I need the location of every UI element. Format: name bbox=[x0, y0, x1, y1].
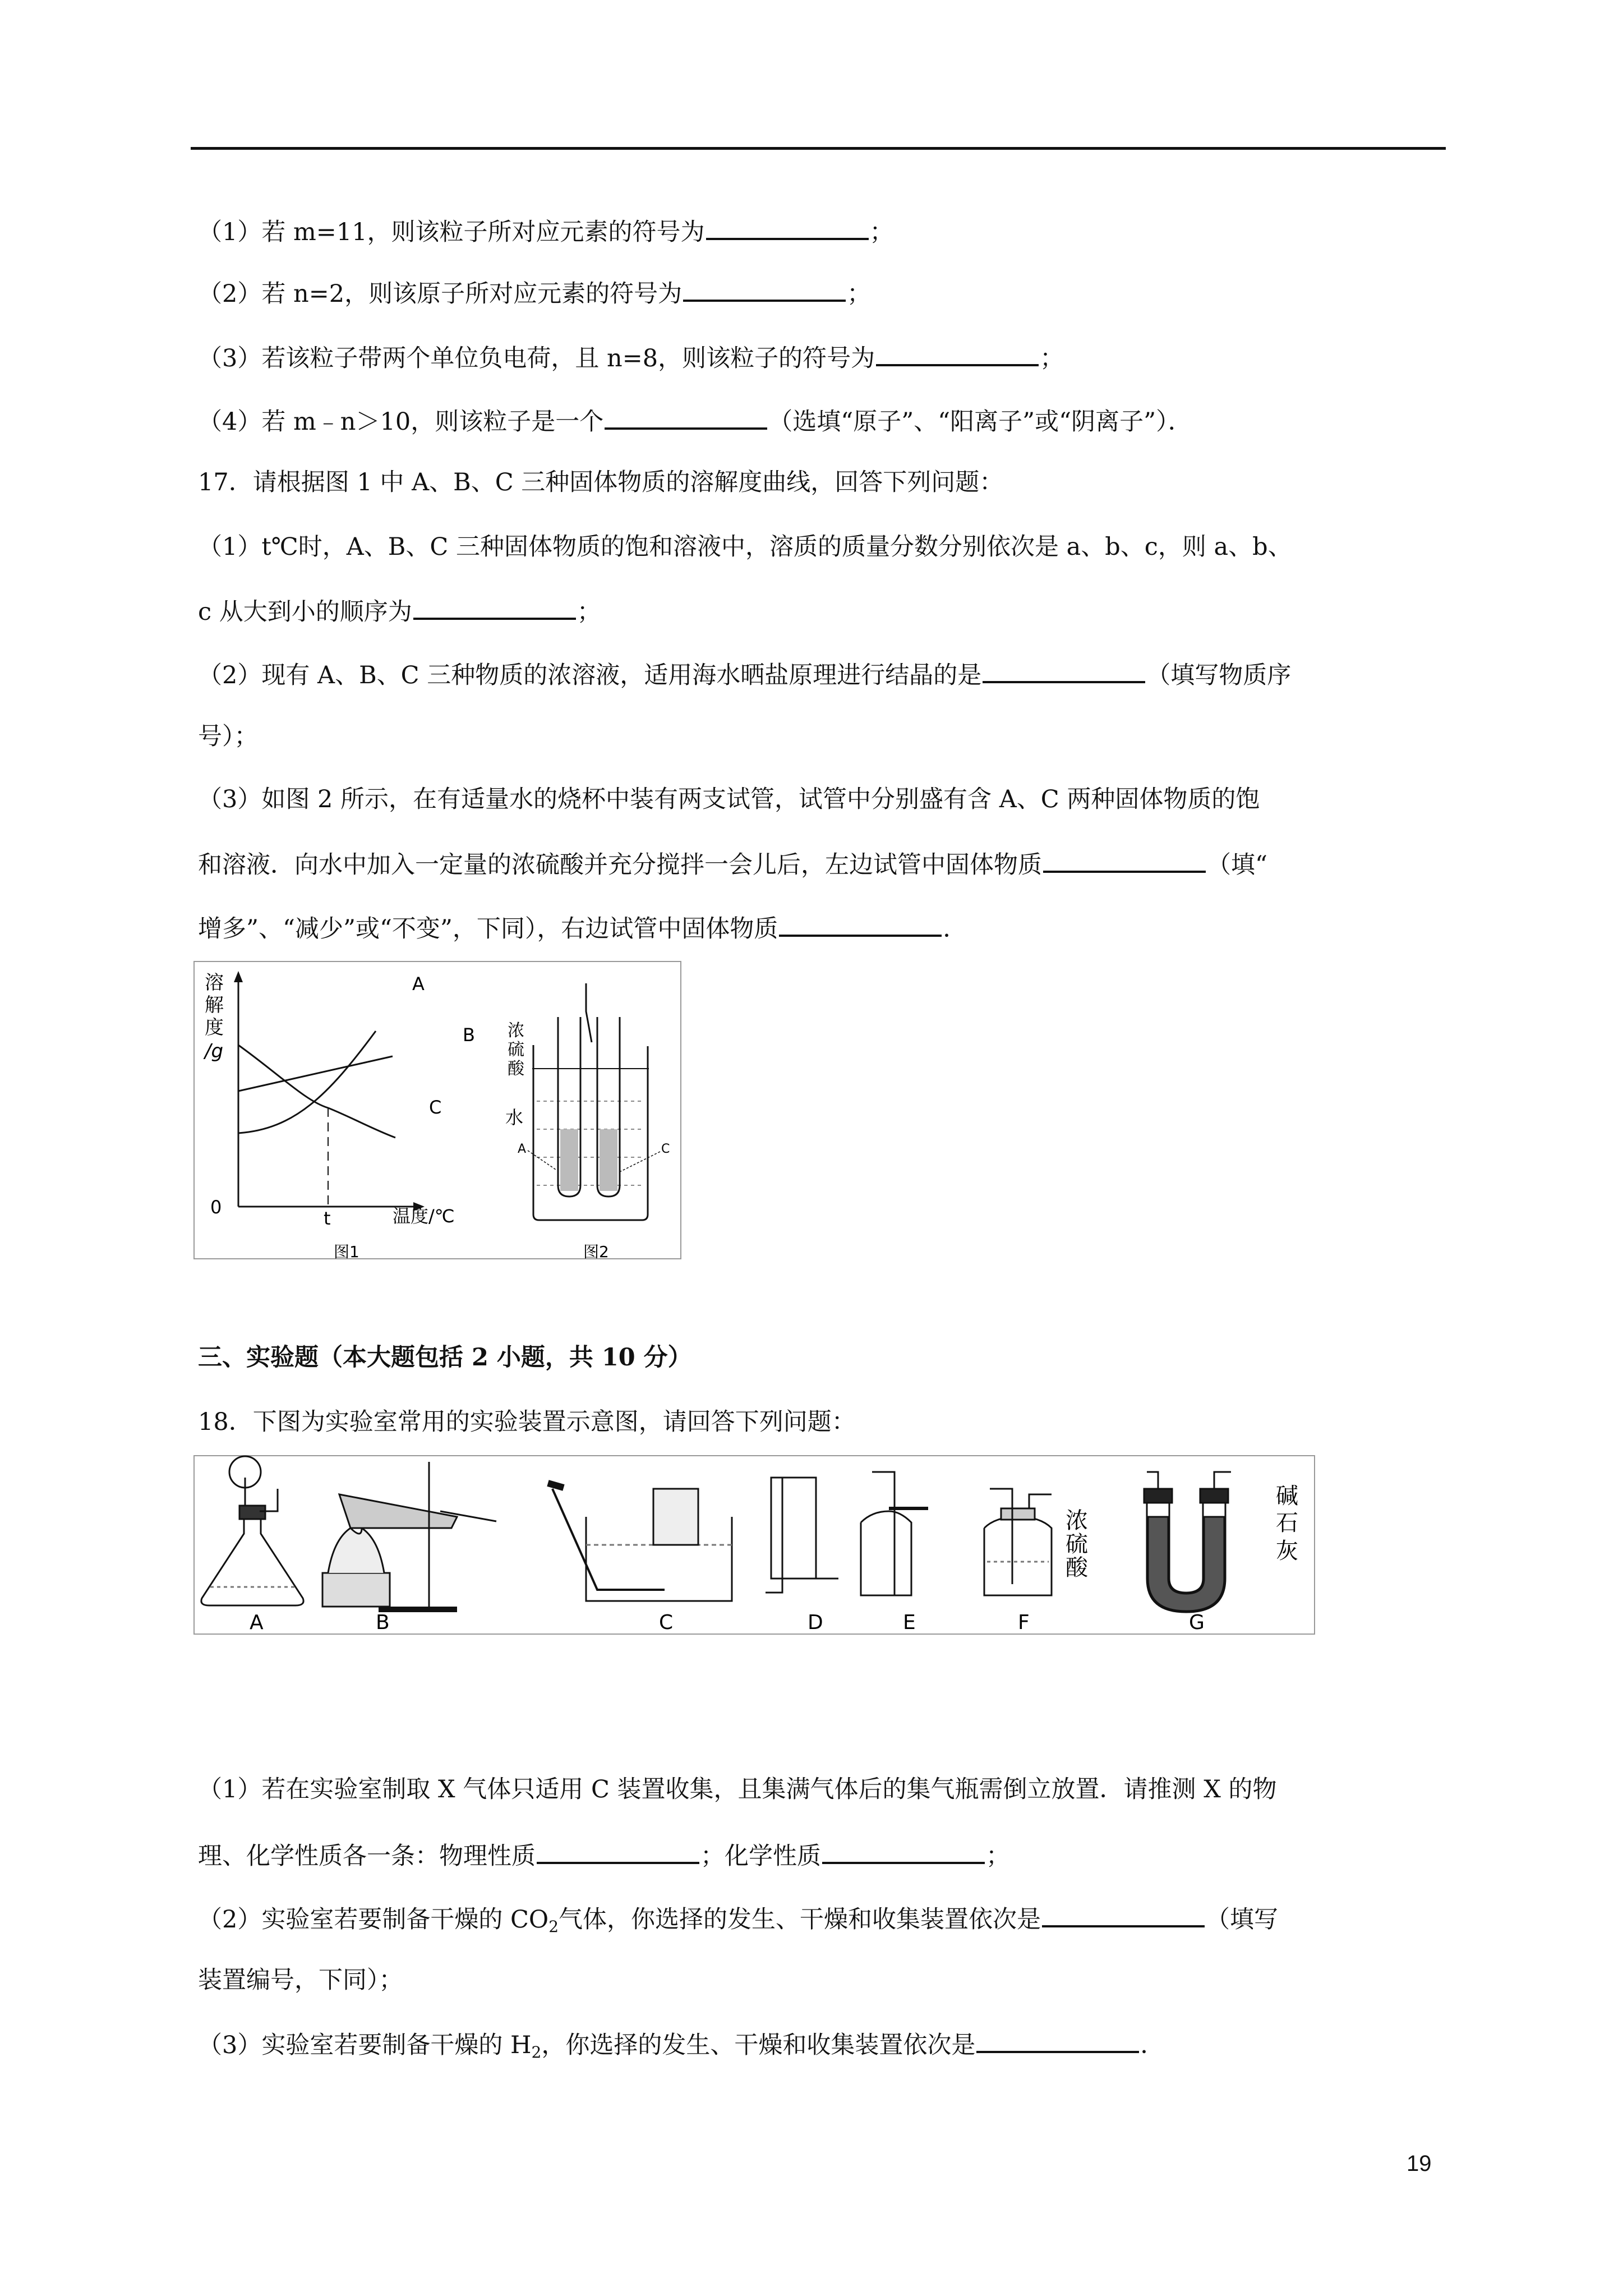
q17-part3-end: ． bbox=[943, 915, 967, 943]
q18-part2-line2: 装置编号，下同）； bbox=[198, 1966, 403, 1994]
apparatus-a bbox=[201, 1456, 303, 1605]
label-c: C bbox=[659, 1611, 674, 1634]
answer-blank[interactable] bbox=[822, 1837, 985, 1864]
g-label: 灰 bbox=[1276, 1538, 1298, 1564]
f-label: 浓 bbox=[1066, 1508, 1088, 1534]
acid-label: 硫 bbox=[508, 1040, 524, 1060]
q16-part3-text: （3）若该粒子带两个单位负电荷，且 n=8，则该粒子的符号为 bbox=[198, 344, 875, 372]
q17-part1-line1: （1）t℃时，A、B、C 三种固体物质的饱和溶液中，溶质的质量分数分别依次是 a、b、c，则 a、b、 bbox=[198, 533, 1292, 561]
q18-part3 bbox=[198, 2026, 1164, 2069]
g-label: 碱 bbox=[1276, 1483, 1298, 1509]
answer-blank[interactable] bbox=[683, 275, 846, 302]
label-d: D bbox=[808, 1611, 823, 1634]
curve-label-b: B bbox=[463, 1024, 475, 1046]
apparatus-d bbox=[766, 1478, 838, 1593]
answer-blank[interactable] bbox=[413, 593, 576, 620]
f-label: 硫 bbox=[1066, 1531, 1088, 1557]
q18-part1-line2 bbox=[198, 1837, 1010, 1873]
q17-part3-tail: （填“ bbox=[1207, 851, 1267, 879]
q17-part1-line2 bbox=[198, 593, 601, 629]
q17-part3-text: 和溶液．向水中加入一定量的浓硫酸并充分搅拌一会儿后，左边试管中固体物质 bbox=[198, 851, 1042, 879]
origin-label: 0 bbox=[210, 1197, 222, 1218]
q18-part2-tail: （填写 bbox=[1206, 1906, 1279, 1934]
q17-part2-line2: 号）； bbox=[198, 723, 259, 751]
q18-part1-mid: ；化学性质 bbox=[700, 1842, 821, 1870]
ylabel-char: 度 bbox=[205, 1016, 224, 1039]
q18-part2-line1 bbox=[198, 1901, 1278, 1944]
answer-blank[interactable] bbox=[1043, 846, 1206, 873]
q18-part2-text: （2）实验室若要制备干燥的 CO bbox=[198, 1906, 549, 1934]
curve-a bbox=[238, 1031, 376, 1133]
q16-part4 bbox=[198, 403, 1192, 439]
q16-part2 bbox=[198, 275, 871, 311]
q17-part2-line1 bbox=[198, 656, 1291, 692]
apparatus-e bbox=[861, 1472, 928, 1595]
ylabel-char: 溶 bbox=[205, 972, 224, 994]
q16-part2-text: （2）若 n=2，则该原子所对应元素的符号为 bbox=[198, 280, 683, 308]
q17-part2-text: （2）现有 A、B、C 三种物质的浓溶液，适用海水晒盐原理进行结晶的是 bbox=[198, 661, 982, 689]
q18-part1-end: ； bbox=[986, 1842, 1010, 1870]
answer-blank[interactable] bbox=[605, 403, 767, 430]
answer-blank[interactable] bbox=[706, 213, 869, 240]
q17-part1-end: ； bbox=[577, 598, 601, 626]
label-e: E bbox=[903, 1611, 916, 1634]
q17-part3-line2 bbox=[198, 846, 1267, 882]
tube-label-c: C bbox=[661, 1142, 670, 1156]
beaker bbox=[533, 1045, 648, 1220]
answer-blank[interactable] bbox=[1042, 1901, 1205, 1927]
q17-part3-text2: 增多”、“减少”或“不变”，下同），右边试管中固体物质 bbox=[198, 915, 778, 943]
q16-part2-end: ； bbox=[847, 280, 872, 308]
q17-part3-line1: （3）如图 2 所示，在有适量水的烧杯中装有两支试管，试管中分别盛有含 A、C 两种固体物质的饱 bbox=[198, 785, 1260, 813]
q18-title: 18．下图为实验室常用的实验装置示意图，请回答下列问题： bbox=[198, 1408, 856, 1436]
fig2-caption: 图2 bbox=[583, 1243, 609, 1259]
page-number: 19 bbox=[1407, 2151, 1432, 2176]
solution-a bbox=[560, 1129, 578, 1191]
apparatus-c bbox=[548, 1483, 732, 1601]
dropper bbox=[586, 983, 592, 1042]
answer-blank[interactable] bbox=[976, 2026, 1139, 2053]
q18-part3-text2: ，你选择的发生、干燥和收集装置依次是 bbox=[541, 2031, 976, 2059]
xlabel: 温度/℃ bbox=[393, 1205, 455, 1227]
header-rule bbox=[191, 147, 1446, 150]
subscript: 2 bbox=[531, 2043, 542, 2062]
t-label: t bbox=[324, 1208, 331, 1229]
q18-part2-text2: 气体，你选择的发生、干燥和收集装置依次是 bbox=[559, 1906, 1041, 1934]
q17-title: 17．请根据图 1 中 A、B、C 三种固体物质的溶解度曲线，回答下列问题： bbox=[198, 468, 1004, 496]
f-label: 酸 bbox=[1066, 1555, 1088, 1581]
ylabel-char: 解 bbox=[205, 994, 224, 1016]
g-label: 石 bbox=[1276, 1510, 1298, 1536]
curve-label-c: C bbox=[429, 1097, 442, 1118]
q17-part3-line3 bbox=[198, 910, 967, 946]
q18-part1-line1: （1）若在实验室制取 X 气体只适用 C 装置收集，且集满气体后的集气瓶需倒立放置．请推测 X 的物 bbox=[198, 1775, 1277, 1803]
q16-part4-end: （选填“原子”、“阳离子”或“阴离子”）． bbox=[768, 408, 1192, 436]
leader-c bbox=[620, 1152, 660, 1172]
leader-a bbox=[528, 1151, 556, 1170]
q18-part1-text: 理、化学性质各一条：物理性质 bbox=[198, 1842, 536, 1870]
answer-blank[interactable] bbox=[876, 339, 1039, 366]
q17-part1-text: c 从大到小的顺序为 bbox=[198, 598, 412, 626]
q18-part3-text: （3）实验室若要制备干燥的 H bbox=[198, 2031, 532, 2059]
apparatus-f bbox=[984, 1489, 1052, 1595]
q16-part1-end: ； bbox=[869, 218, 894, 246]
section3-title: 三、实验题（本大题包括 2 小题，共 10 分） bbox=[198, 1343, 692, 1372]
solubility-figure bbox=[193, 961, 681, 1259]
label-a: A bbox=[250, 1611, 264, 1634]
q16-part1-text: （1）若 m=11，则该粒子所对应元素的符号为 bbox=[198, 218, 705, 246]
apparatus-figure bbox=[193, 1455, 1315, 1635]
acid-label: 浓 bbox=[508, 1021, 524, 1041]
curve-c bbox=[238, 1045, 395, 1138]
solution-c bbox=[600, 1129, 617, 1191]
subscript: 2 bbox=[548, 1917, 559, 1936]
label-g: G bbox=[1189, 1611, 1205, 1634]
tube-label-a: A bbox=[518, 1142, 527, 1156]
apparatus-b bbox=[322, 1462, 496, 1609]
ylabel-char: /g bbox=[205, 1040, 224, 1062]
curve-label-a: A bbox=[412, 973, 425, 995]
fig1-caption: 图1 bbox=[334, 1243, 359, 1259]
label-b: B bbox=[376, 1611, 390, 1634]
label-f: F bbox=[1018, 1611, 1030, 1634]
q18-part3-end: ． bbox=[1140, 2031, 1165, 2059]
q17-part2-tail: （填写物质序 bbox=[1146, 661, 1292, 689]
q16-part4-text: （4）若 m﹣n＞10，则该粒子是一个 bbox=[198, 408, 604, 436]
answer-blank[interactable] bbox=[537, 1837, 699, 1864]
apparatus-g bbox=[1144, 1472, 1231, 1612]
acid-label: 酸 bbox=[508, 1059, 524, 1079]
water-label: 水 bbox=[505, 1107, 524, 1128]
water-fill bbox=[537, 1101, 644, 1185]
q16-part3-end: ； bbox=[1040, 344, 1064, 372]
answer-blank[interactable] bbox=[983, 656, 1145, 683]
y-axis-arrow bbox=[234, 971, 243, 982]
q16-part3 bbox=[198, 339, 1064, 375]
answer-blank[interactable] bbox=[779, 910, 942, 937]
q16-part1 bbox=[198, 213, 894, 249]
